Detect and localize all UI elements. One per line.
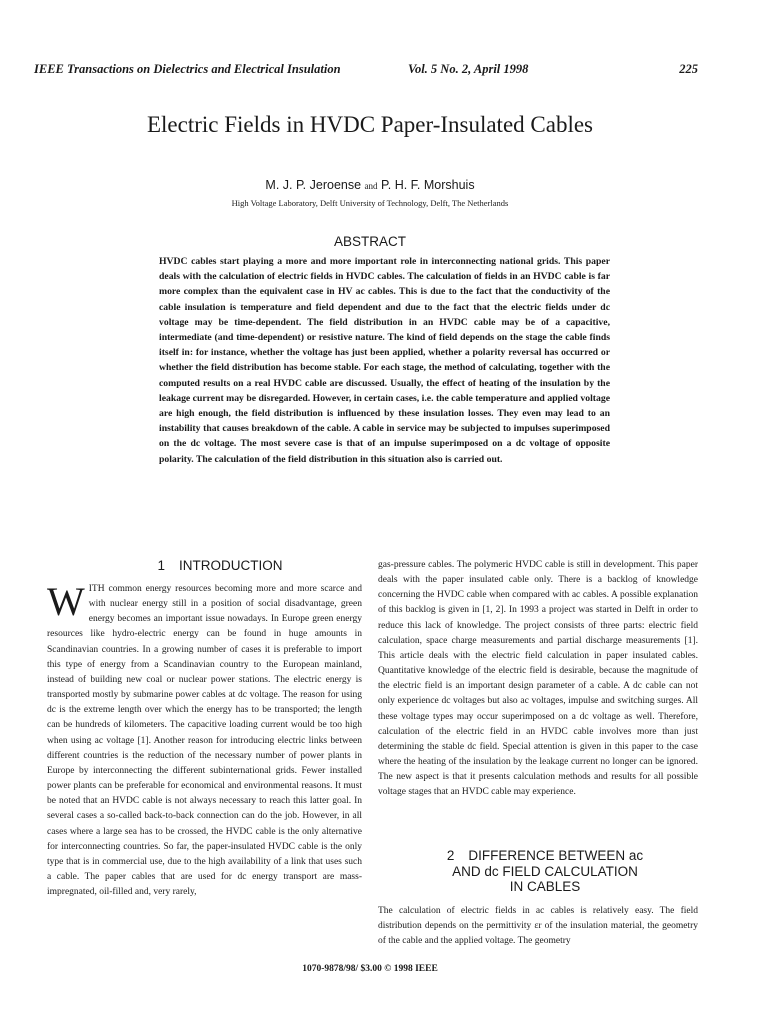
section2-text [378,904,698,952]
section-number: 2 [446,848,455,863]
section-title-line: DIFFERENCE BETWEEN ac [468,848,644,863]
author-line [100,178,640,192]
section-number: 1 [157,558,165,573]
introduction-continuation: gas-pressure cables. The polymeric HVDC cable is still in development. This paper deals with the paper insulated cable only. There is a backlog of knowledge concerning the HVDC cable when compared with ac cables. A possible explanation of this backlog is given in [1, 2]. In 1993 a project was started in Delft in order to reduce this lack of knowledge. The project consists of three parts: electric field calculation, space charge measurements and partial discharge measurements [1]. This article deals with the electric field calculation in paper insulated cables. Quantitative knowledge of the electric field is desirable, because the magnitude of the electric field is an important design parameter of a cable. A dc cable can not only experience dc voltages but also ac voltages, impulse and switching surges. All these voltage types may occur superimposed on a dc voltage as well. Therefore, calculation of the electric field in an HVDC cable involves more than just determining the stable dc field. Special attention is given in this paper to the case where the heating of the insulation by the leakage current no longer can be ignored. The new aspect is that it presents calculation methods and results for all possible voltage stages that an HVDC cable may experience. [378,560,698,798]
journal-name: IEEE Transactions on Dielectrics and Electrical Insulation [34,62,341,76]
introduction-column-right [378,558,698,844]
section-heading-introduction [70,558,370,574]
abstract-text: HVDC cables start playing a more and more important role in interconnecting national grids. This paper deals with the calculation of electric fields in HVDC cables. The calculation of fields in an HVDC cable is far more complex than the equivalent case in HV ac cables. This is due to the fact that the conductivity of the cable insulation is temperature and field dependent and due to the fact that the electric fields under dc voltage may be time-dependent. The field distribution in an HVDC cable may be of a capacitive, intermediate (and time-dependent) or resistive nature. The kind of field depends on the stage the cable finds itself in: for instance, whether the voltage has just been applied, whether a polarity reversal has occurred or whether the field distribution has become stable. For each stage, the method of calculating, together with the computed results on a real HVDC cable are discussed. Usually, the effect of heating of the insulation by the leakage current may be disregarded. However, in certain cases, i.e. the cable temperature and applied voltage are high enough, the field distribution is influenced by these insulation losses. They even may lead to an instability that causes breakdown of the cable. A cable in service may be subjected to impulses superimposed on the dc voltage. The most severe case is that of an impulse superimposed on a dc voltage of opposite polarity. The calculation of the field distribution in this situation also is carried out. [159,256,610,465]
section-title-line: AND dc FIELD CALCULATION [452,863,638,879]
introduction-column-left [47,579,362,898]
volume-info: Vol. 5 No. 2, April 1998 [408,62,529,76]
author-name: P. H. F. Morshuis [381,178,475,192]
introduction-text: ITH common energy resources becoming more and more scarce and with nuclear energy still in a position of social disadvantage, green energy becomes an important issue nowadays. In Europe green energy resources like hydro-electric energy can be found in huge amounts in Scandinavian countries. In a growing number of cases it is preferable to import this type of energy from a Scandinavian country to the European mainland, instead of building new coal or nuclear power stations. The electric energy is transported mostly by submarine power cables at dc voltage. The reason for using dc is the extreme length over which the energy has to be transported; the length can be hundreds of kilometers. The capacitive loading current would be too high when using ac voltage [1]. Another reason for introducing electric links between different countries is the reduction of the necessary number of power plants in Europe by interconnecting the different subinternational grids. Fewer installed power plants can be preferable for economical and environmental reasons. It must be noted that an HVDC cable is not always necessary to reach this latter goal. In several cases a so-called back-to-back connection can do the job. However, in all cases where a large sea has to be crossed, the HVDC cable is the only alternative for interconnecting countries. So far, the paper-insulated HVDC cable is the only type that is in commercial use, due to the high availability of a link that uses such a cable. The paper cables that are used for dc energy transport are mass-impregnated, oil-filled and, very rarely, [47,584,362,898]
copyright-footer: 1070-9878/98/ $3.00 © 1998 IEEE [302,964,438,974]
drop-cap: W [47,579,85,624]
section2-paragraph: The calculation of electric fields in ac cables is relatively easy. The field distribution depends on the permittivity εr of the insulation material, the geometry of the cable and the applied voltage. The geometry [378,906,698,947]
running-header [34,62,698,80]
section-heading-difference [380,848,710,895]
paper-title: Electric Fields in HVDC Paper-Insulated Cables [146,112,594,137]
page-number: 225 [679,62,698,76]
abstract-heading: ABSTRACT [333,234,406,249]
author-conjunction: and [364,181,378,191]
section-title-line: IN CABLES [509,879,581,894]
author-name: M. J. P. Jeroense [265,178,362,192]
section-title: INTRODUCTION [179,558,283,573]
affiliation: High Voltage Laboratory, Delft University of Technology, Delft, The Netherlands [231,198,509,208]
